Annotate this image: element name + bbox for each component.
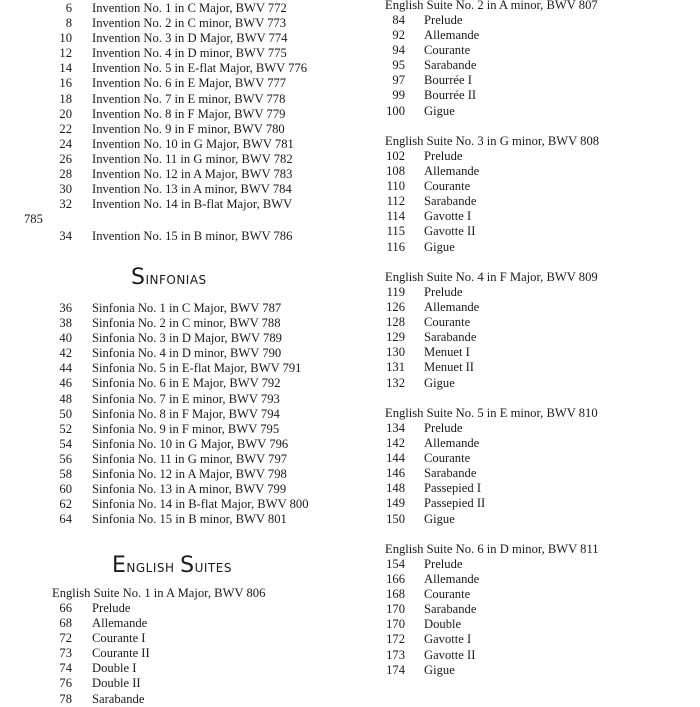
entry-title: Passepied II bbox=[424, 496, 486, 511]
toc-entry[interactable] bbox=[52, 167, 352, 182]
toc-entry[interactable] bbox=[385, 557, 685, 572]
toc-entry[interactable] bbox=[385, 436, 685, 451]
entry-title: Sarabande bbox=[424, 194, 477, 209]
toc-entry[interactable] bbox=[52, 122, 352, 137]
entry-title: Courante bbox=[424, 315, 471, 330]
page-number: 68 bbox=[59, 616, 72, 631]
toc-entry[interactable] bbox=[52, 512, 352, 527]
page-number: 72 bbox=[59, 631, 72, 646]
toc-entry[interactable] bbox=[385, 572, 685, 587]
entry-title: Invention No. 1 in C Major, BWV 772 bbox=[92, 1, 287, 15]
toc-entry[interactable] bbox=[385, 13, 685, 28]
toc-entry[interactable] bbox=[52, 152, 352, 167]
page-number: 76 bbox=[59, 676, 72, 691]
toc-entry[interactable] bbox=[385, 632, 685, 647]
toc-entry[interactable] bbox=[52, 61, 352, 76]
page-number: 22 bbox=[59, 121, 72, 136]
entry-title: Gavotte I bbox=[424, 632, 472, 647]
entry-title: Double II bbox=[92, 676, 141, 691]
entry-title: Sarabande bbox=[424, 466, 477, 481]
entry-title: Sarabande bbox=[424, 602, 477, 617]
toc-entry[interactable] bbox=[52, 107, 352, 122]
entry-title: Sinfonia No. 13 in A minor, BWV 799 bbox=[92, 482, 287, 497]
page-number: 48 bbox=[59, 391, 72, 406]
toc-entry[interactable] bbox=[52, 692, 352, 707]
entry-title: Sarabande bbox=[424, 330, 477, 345]
page-number: 116 bbox=[386, 239, 405, 254]
page-number: 94 bbox=[392, 43, 405, 58]
page-number: 112 bbox=[386, 194, 405, 209]
page-number: 46 bbox=[59, 376, 72, 391]
entry-title: Sarabande bbox=[92, 691, 145, 706]
entry-title: Invention No. 10 in G Major, BWV 781 bbox=[92, 136, 294, 151]
page-number: 166 bbox=[386, 572, 405, 587]
page-number: 110 bbox=[386, 179, 405, 194]
page-number: 148 bbox=[386, 481, 405, 496]
inventions-list bbox=[52, 1, 352, 212]
entry-title: Gavotte II bbox=[424, 224, 476, 239]
page-number: 102 bbox=[386, 149, 405, 163]
entry-title: Invention No. 7 in E minor, BWV 778 bbox=[92, 91, 286, 106]
page-number: 142 bbox=[386, 436, 405, 451]
entry-title: Gigue bbox=[424, 662, 455, 677]
entry-title: Allemande bbox=[92, 616, 148, 631]
entry-title: Allemande bbox=[424, 436, 480, 451]
page-number: 8 bbox=[65, 16, 72, 31]
entry-title: Courante bbox=[424, 179, 471, 194]
entry-title: Courante I bbox=[92, 631, 146, 646]
entry-title: Menuet II bbox=[424, 360, 475, 375]
toc-entry[interactable] bbox=[385, 648, 685, 663]
toc-entry[interactable] bbox=[385, 663, 685, 678]
page-number: 146 bbox=[386, 466, 405, 481]
entry-title: Invention No. 11 in G minor, BWV 782 bbox=[92, 151, 293, 166]
toc-entry[interactable] bbox=[385, 73, 685, 88]
entry-title: Allemande bbox=[424, 164, 480, 179]
suite-title-5[interactable]: English Suite No. 5 in E minor, BWV 810 bbox=[385, 406, 598, 420]
toc-entry[interactable] bbox=[385, 285, 685, 300]
toc-entry[interactable] bbox=[385, 240, 685, 255]
section-heading-sinfonias: Sinfonias bbox=[131, 265, 207, 290]
page-number: 126 bbox=[386, 300, 405, 315]
toc-entry[interactable] bbox=[52, 92, 352, 107]
entry-title: Sinfonia No. 3 in D Major, BWV 789 bbox=[92, 331, 282, 346]
toc-entry[interactable] bbox=[385, 330, 685, 345]
page-number: 64 bbox=[59, 512, 72, 527]
toc-entry[interactable] bbox=[52, 301, 352, 316]
entry-title: Gigue bbox=[424, 511, 455, 526]
toc-entry[interactable] bbox=[385, 43, 685, 58]
page-number: 99 bbox=[392, 88, 405, 103]
toc-entry[interactable] bbox=[52, 601, 352, 616]
entry-title: Prelude bbox=[424, 557, 463, 571]
toc-entry[interactable] bbox=[52, 392, 352, 407]
entry-title: Sinfonia No. 5 in E-flat Major, BWV 791 bbox=[92, 361, 302, 376]
toc-entry[interactable] bbox=[385, 104, 685, 119]
page-number: 66 bbox=[59, 601, 72, 615]
toc-entry[interactable] bbox=[52, 197, 352, 212]
page-number: 84 bbox=[392, 13, 405, 27]
toc-entry[interactable] bbox=[52, 76, 352, 91]
toc-entry[interactable] bbox=[52, 46, 352, 61]
page-number: 60 bbox=[59, 482, 72, 497]
entry-title: Sinfonia No. 7 in E minor, BWV 793 bbox=[92, 391, 280, 406]
suite-title-6[interactable]: English Suite No. 6 in D minor, BWV 811 bbox=[385, 542, 599, 556]
page-number: 44 bbox=[59, 361, 72, 376]
toc-entry[interactable] bbox=[385, 58, 685, 73]
page-number: 62 bbox=[59, 497, 72, 512]
toc-entry[interactable] bbox=[52, 182, 352, 197]
toc-entry[interactable] bbox=[385, 421, 685, 436]
entry-title: Invention No. 5 in E-flat Major, BWV 776 bbox=[92, 61, 308, 76]
page-number: 52 bbox=[59, 421, 72, 436]
toc-entry[interactable] bbox=[385, 88, 685, 103]
page-number: 78 bbox=[59, 691, 72, 706]
page-number: 128 bbox=[386, 315, 405, 330]
toc-entry[interactable] bbox=[385, 481, 685, 496]
page-number: 172 bbox=[386, 632, 405, 647]
entry-title: Sinfonia No. 9 in F minor, BWV 795 bbox=[92, 421, 280, 436]
page-number: 40 bbox=[59, 331, 72, 346]
page-number: 97 bbox=[392, 73, 405, 88]
entry-title: Sinfonia No. 1 in C Major, BWV 787 bbox=[92, 301, 282, 315]
toc-entry[interactable] bbox=[385, 345, 685, 360]
entry-title: Gigue bbox=[424, 375, 455, 390]
page-number: 115 bbox=[386, 224, 405, 239]
toc-entry[interactable] bbox=[52, 452, 352, 467]
page-number: 95 bbox=[392, 58, 405, 73]
toc-entry[interactable] bbox=[385, 496, 685, 511]
toc-entry[interactable] bbox=[52, 661, 352, 676]
entry-title: Prelude bbox=[424, 285, 463, 299]
toc-entry[interactable] bbox=[52, 331, 352, 346]
entry-title: Sinfonia No. 10 in G Major, BWV 796 bbox=[92, 436, 289, 451]
page-number: 16 bbox=[59, 76, 72, 91]
page-number: 58 bbox=[59, 467, 72, 482]
toc-entry[interactable] bbox=[385, 300, 685, 315]
toc-entry[interactable] bbox=[385, 224, 685, 239]
entry-title: Courante II bbox=[92, 646, 150, 661]
suite-2-movements bbox=[385, 13, 685, 119]
page-number: 144 bbox=[386, 451, 405, 466]
suite-3-movements bbox=[385, 149, 685, 255]
page-number: 28 bbox=[59, 167, 72, 182]
toc-entry[interactable] bbox=[385, 209, 685, 224]
page-number: 56 bbox=[59, 451, 72, 466]
sinfonias-list bbox=[52, 301, 352, 527]
entry-title: Sarabande bbox=[424, 58, 477, 73]
page-number: 50 bbox=[59, 406, 72, 421]
entry-title: Invention No. 14 in B-flat Major, BWV bbox=[92, 197, 293, 212]
page-number: 38 bbox=[59, 316, 72, 331]
page-number: 74 bbox=[59, 661, 72, 676]
entry-title: Sinfonia No. 14 in B-flat Major, BWV 800 bbox=[92, 497, 309, 512]
toc-entry[interactable] bbox=[52, 422, 352, 437]
suite-title-4[interactable]: English Suite No. 4 in F Major, BWV 809 bbox=[385, 270, 598, 284]
entry-title: Prelude bbox=[424, 149, 463, 163]
page-number: 54 bbox=[59, 436, 72, 451]
entry-title: Invention No. 4 in D minor, BWV 775 bbox=[92, 46, 287, 61]
page-number: 131 bbox=[386, 360, 405, 375]
entry-title: Invention No. 2 in C minor, BWV 773 bbox=[92, 16, 287, 31]
entry-title: Double I bbox=[92, 661, 137, 676]
toc-entry[interactable] bbox=[385, 512, 685, 527]
entry-title: Prelude bbox=[92, 601, 131, 615]
entry-title: Courante bbox=[424, 451, 471, 466]
entry-title: Invention No. 3 in D Major, BWV 774 bbox=[92, 31, 288, 46]
entry-title: Sinfonia No. 6 in E Major, BWV 792 bbox=[92, 376, 281, 391]
page-number: 132 bbox=[386, 375, 405, 390]
entry-title: Sinfonia No. 11 in G minor, BWV 797 bbox=[92, 451, 288, 466]
entry-title: Sinfonia No. 12 in A Major, BWV 798 bbox=[92, 467, 287, 482]
suite-6-movements bbox=[385, 557, 685, 678]
toc-entry[interactable] bbox=[52, 316, 352, 331]
toc-entry[interactable] bbox=[52, 407, 352, 422]
page-number: 12 bbox=[59, 46, 72, 61]
toc-entry[interactable] bbox=[52, 676, 352, 691]
entry-title: Sinfonia No. 4 in D minor, BWV 790 bbox=[92, 346, 282, 361]
entry-title: Courante bbox=[424, 43, 471, 58]
page-number: 92 bbox=[392, 28, 405, 43]
entry-title: Invention No. 6 in E Major, BWV 777 bbox=[92, 76, 287, 91]
toc-entry[interactable] bbox=[385, 179, 685, 194]
toc-entry[interactable] bbox=[385, 315, 685, 330]
entry-title: Bourrée II bbox=[424, 88, 477, 103]
invention14-overflow: 785 bbox=[24, 212, 43, 226]
entry-title: Sinfonia No. 2 in C minor, BWV 788 bbox=[92, 316, 281, 331]
toc-entry[interactable] bbox=[385, 164, 685, 179]
toc-entry[interactable] bbox=[385, 194, 685, 209]
entry-title: Invention No. 13 in A minor, BWV 784 bbox=[92, 182, 292, 197]
toc-entry[interactable] bbox=[385, 617, 685, 632]
toc-entry[interactable] bbox=[52, 482, 352, 497]
toc-entry[interactable] bbox=[52, 1, 352, 16]
entry-title: Allemande bbox=[424, 28, 480, 43]
page-number: 129 bbox=[386, 330, 405, 345]
toc-entry[interactable] bbox=[52, 497, 352, 512]
entry-title: Prelude bbox=[424, 421, 463, 435]
page-number: 24 bbox=[59, 136, 72, 151]
page-number: 130 bbox=[386, 345, 405, 360]
toc-entry[interactable] bbox=[385, 28, 685, 43]
page-number: 174 bbox=[386, 662, 405, 677]
toc-entry[interactable] bbox=[52, 346, 352, 361]
page-number: 42 bbox=[59, 346, 72, 361]
page-number: 119 bbox=[386, 285, 405, 299]
entry-title: Allemande bbox=[424, 572, 480, 587]
entry-title: Double bbox=[424, 617, 462, 632]
entry-title: Sinfonia No. 8 in F Major, BWV 794 bbox=[92, 406, 280, 421]
page-number: 108 bbox=[386, 164, 405, 179]
entry-title: Sinfonia No. 15 in B minor, BWV 801 bbox=[92, 512, 287, 527]
toc-entry[interactable] bbox=[385, 360, 685, 375]
entry-title: Invention No. 8 in F Major, BWV 779 bbox=[92, 106, 286, 121]
toc-entry[interactable] bbox=[52, 376, 352, 391]
toc-entry[interactable] bbox=[385, 376, 685, 391]
entry-title: Bourrée I bbox=[424, 73, 472, 88]
entry-title: Gavotte I bbox=[424, 209, 472, 224]
toc-entry[interactable] bbox=[385, 466, 685, 481]
toc-entry[interactable] bbox=[52, 437, 352, 452]
toc-entry[interactable] bbox=[52, 137, 352, 152]
entry-title: Gavotte II bbox=[424, 647, 476, 662]
toc-entry[interactable] bbox=[385, 602, 685, 617]
suite-title-1[interactable]: English Suite No. 1 in A Major, BWV 806 bbox=[52, 586, 266, 600]
toc-entry[interactable] bbox=[385, 149, 685, 164]
page-number: 36 bbox=[59, 301, 72, 315]
entry-title: Prelude bbox=[424, 13, 463, 27]
toc-entry[interactable] bbox=[52, 646, 352, 661]
page-number: 170 bbox=[386, 602, 405, 617]
suite-4-movements bbox=[385, 285, 685, 391]
page-number: 100 bbox=[386, 103, 405, 118]
page-number: 30 bbox=[59, 182, 72, 197]
page-number: 14 bbox=[59, 61, 72, 76]
page-number: 149 bbox=[386, 496, 405, 511]
entry-title: Allemande bbox=[424, 300, 480, 315]
entry-title: Invention No. 9 in F minor, BWV 780 bbox=[92, 121, 285, 136]
page-number: 114 bbox=[386, 209, 405, 224]
toc-entry[interactable] bbox=[52, 467, 352, 482]
page-number: 18 bbox=[59, 91, 72, 106]
suite-5-movements bbox=[385, 421, 685, 527]
page-number: 173 bbox=[386, 647, 405, 662]
entry-title: Courante bbox=[424, 587, 471, 602]
toc-entry-invention-15[interactable] bbox=[52, 229, 352, 244]
page-number: 10 bbox=[59, 31, 72, 46]
page-number: 168 bbox=[386, 587, 405, 602]
entry-title: Gigue bbox=[424, 239, 455, 254]
toc-entry[interactable] bbox=[52, 631, 352, 646]
page-number: 34 bbox=[59, 229, 72, 243]
section-heading-english-suites: English Suites bbox=[112, 553, 232, 578]
page-number: 154 bbox=[386, 557, 405, 571]
page-number: 20 bbox=[59, 106, 72, 121]
toc-entry[interactable] bbox=[52, 31, 352, 46]
page-number: 6 bbox=[65, 1, 72, 15]
suite-1-movements bbox=[52, 601, 352, 707]
toc-entry[interactable] bbox=[52, 16, 352, 31]
page-number: 26 bbox=[59, 151, 72, 166]
entry-title: Invention No. 15 in B minor, BWV 786 bbox=[92, 229, 293, 243]
entry-title: Invention No. 12 in A Major, BWV 783 bbox=[92, 167, 293, 182]
suite-title-3[interactable]: English Suite No. 3 in G minor, BWV 808 bbox=[385, 134, 600, 148]
toc-entry[interactable] bbox=[52, 361, 352, 376]
entry-title: Menuet I bbox=[424, 345, 470, 360]
page-number: 134 bbox=[386, 421, 405, 435]
entry-title: Passepied I bbox=[424, 481, 482, 496]
suite-title-2[interactable]: English Suite No. 2 in A minor, BWV 807 bbox=[385, 0, 598, 12]
toc-entry[interactable] bbox=[52, 616, 352, 631]
entry-title: Gigue bbox=[424, 103, 455, 118]
page-number: 73 bbox=[59, 646, 72, 661]
toc-entry[interactable] bbox=[385, 587, 685, 602]
page-number: 150 bbox=[386, 511, 405, 526]
page-number: 32 bbox=[59, 197, 72, 212]
toc-entry[interactable] bbox=[385, 451, 685, 466]
page-number: 170 bbox=[386, 617, 405, 632]
